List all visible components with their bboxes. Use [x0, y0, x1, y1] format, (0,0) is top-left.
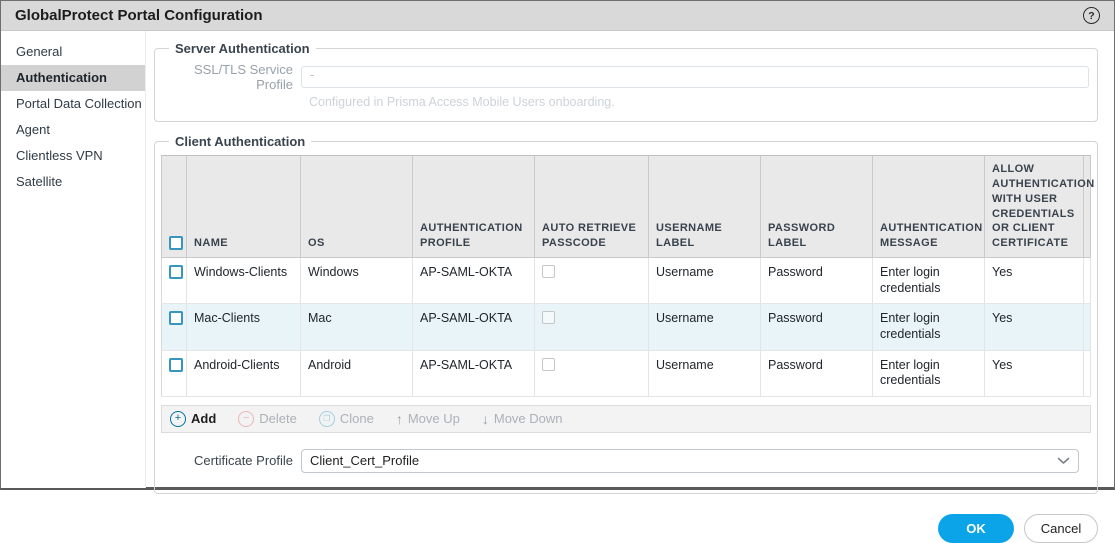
column-header-authentication-profile[interactable]: AUTHENTICATION PROFILE	[413, 156, 535, 258]
cell-auth-message: Enter login credentials	[873, 304, 985, 350]
cell-allow-auth: Yes	[985, 258, 1084, 304]
client-authentication-legend: Client Authentication	[175, 134, 306, 149]
dialog-body	[1, 31, 1114, 536]
sidebar	[1, 31, 146, 488]
row-checkbox[interactable]	[169, 358, 183, 372]
row-select-cell	[162, 258, 187, 304]
cell-allow-auth: Yes	[985, 304, 1084, 350]
cell-password-label: Password	[761, 304, 873, 350]
auto-retrieve-checkbox[interactable]	[542, 265, 555, 278]
add-label: Add	[191, 411, 217, 427]
row-checkbox[interactable]	[169, 265, 183, 279]
certificate-profile-select[interactable]	[301, 449, 1079, 473]
ok-button[interactable]: OK	[938, 514, 1014, 543]
sidebar-item-clientless-vpn[interactable]: Clientless VPN	[16, 148, 103, 163]
move-down-button[interactable]	[482, 411, 563, 427]
cell-auth-profile: AP-SAML-OKTA	[413, 258, 535, 304]
delete-label: Delete	[259, 411, 297, 427]
cell-auto-retrieve	[535, 350, 649, 396]
ssl-tls-service-profile-input[interactable]: -	[301, 66, 1089, 88]
table-row-mac-clients[interactable]	[162, 304, 1091, 350]
auto-retrieve-checkbox[interactable]	[542, 311, 555, 324]
table-header-row	[162, 156, 1091, 258]
sidebar-item-general[interactable]: General	[16, 44, 63, 59]
cell-auto-retrieve	[535, 258, 649, 304]
cell-auth-profile: AP-SAML-OKTA	[413, 304, 535, 350]
cell-auth-profile: AP-SAML-OKTA	[413, 350, 535, 396]
dialog-titlebar	[1, 1, 1114, 31]
column-header-spacer	[1084, 156, 1091, 258]
delete-icon: −	[238, 411, 254, 427]
cell-username-label: Username	[649, 350, 761, 396]
cell-name[interactable]: Android-Clients	[187, 350, 301, 396]
move-down-icon: ↓	[481, 410, 489, 427]
ssl-tls-service-profile-label: SSL/TLS Service Profile	[194, 62, 293, 92]
sidebar-item-agent[interactable]: Agent	[16, 122, 50, 137]
client-authentication-section	[154, 134, 1098, 494]
cell-allow-auth: Yes	[985, 350, 1084, 396]
move-down-label: Move Down	[493, 411, 563, 427]
column-header-authentication-message[interactable]: AUTHENTICATION MESSAGE	[873, 156, 985, 258]
move-up-button[interactable]	[396, 411, 460, 427]
client-auth-table	[161, 155, 1095, 397]
sidebar-item-authentication[interactable]: Authentication	[1, 65, 145, 91]
row-select-cell	[162, 350, 187, 396]
sidebar-item-satellite[interactable]: Satellite	[16, 174, 63, 189]
move-up-label: Move Up	[407, 411, 460, 427]
ssl-helper-text: Configured in Prisma Access Mobile Users onboarding.	[309, 95, 615, 109]
chevron-down-icon	[1057, 457, 1070, 465]
clone-icon: ❐	[319, 411, 335, 427]
cell-name[interactable]: Windows-Clients	[187, 258, 301, 304]
column-header-os[interactable]: OS	[301, 156, 413, 258]
cell-password-label: Password	[761, 258, 873, 304]
cell-username-label: Username	[649, 304, 761, 350]
cell-spacer	[1084, 304, 1091, 350]
move-up-icon: ↑	[395, 410, 403, 427]
cell-auto-retrieve	[535, 304, 649, 350]
cell-spacer	[1084, 350, 1091, 396]
clone-label: Clone	[339, 411, 374, 427]
select-all-checkbox[interactable]	[169, 236, 183, 250]
column-header-allow-authentication[interactable]: ALLOW AUTHENTICATION WITH USER CREDENTIALS OR CLIENT CERTIFICATE	[985, 156, 1084, 258]
certificate-profile-label: Certificate Profile	[194, 453, 293, 469]
cell-os: Mac	[301, 304, 413, 350]
column-header-username-label[interactable]: USERNAME LABEL	[649, 156, 761, 258]
delete-button[interactable]	[238, 411, 297, 427]
dialog-footer	[154, 514, 1098, 543]
cell-os: Windows	[301, 258, 413, 304]
column-header-password-label[interactable]: PASSWORD LABEL	[761, 156, 873, 258]
column-header-auto-retrieve-passcode[interactable]: AUTO RETRIEVE PASSCODE	[535, 156, 649, 258]
server-authentication-section	[154, 41, 1098, 122]
server-authentication-legend: Server Authentication	[175, 41, 310, 56]
certificate-profile-value: Client_Cert_Profile	[310, 453, 420, 469]
cell-username-label: Username	[649, 258, 761, 304]
cell-auth-message: Enter login credentials	[873, 350, 985, 396]
content-pane	[146, 31, 1114, 536]
column-header-name[interactable]: NAME	[187, 156, 301, 258]
row-select-cell	[162, 304, 187, 350]
cell-os: Android	[301, 350, 413, 396]
cell-name[interactable]: Mac-Clients	[187, 304, 301, 350]
table-row-android-clients[interactable]	[162, 350, 1091, 396]
table-row-windows-clients[interactable]	[162, 258, 1091, 304]
certificate-profile-row	[161, 449, 1091, 473]
cell-spacer	[1084, 258, 1091, 304]
cell-auth-message: Enter login credentials	[873, 258, 985, 304]
dialog-title: GlobalProtect Portal Configuration	[15, 7, 263, 24]
clone-button[interactable]	[319, 411, 374, 427]
add-icon: +	[170, 411, 186, 427]
help-icon[interactable]: ?	[1083, 7, 1100, 24]
table-toolbar	[161, 405, 1091, 433]
add-button[interactable]	[170, 411, 216, 427]
auto-retrieve-checkbox[interactable]	[542, 358, 555, 371]
sidebar-item-portal-data-collection[interactable]: Portal Data Collection	[16, 96, 142, 111]
select-all-header-cell	[162, 156, 187, 258]
row-checkbox[interactable]	[169, 311, 183, 325]
cell-password-label: Password	[761, 350, 873, 396]
cancel-button[interactable]: Cancel	[1024, 514, 1098, 543]
